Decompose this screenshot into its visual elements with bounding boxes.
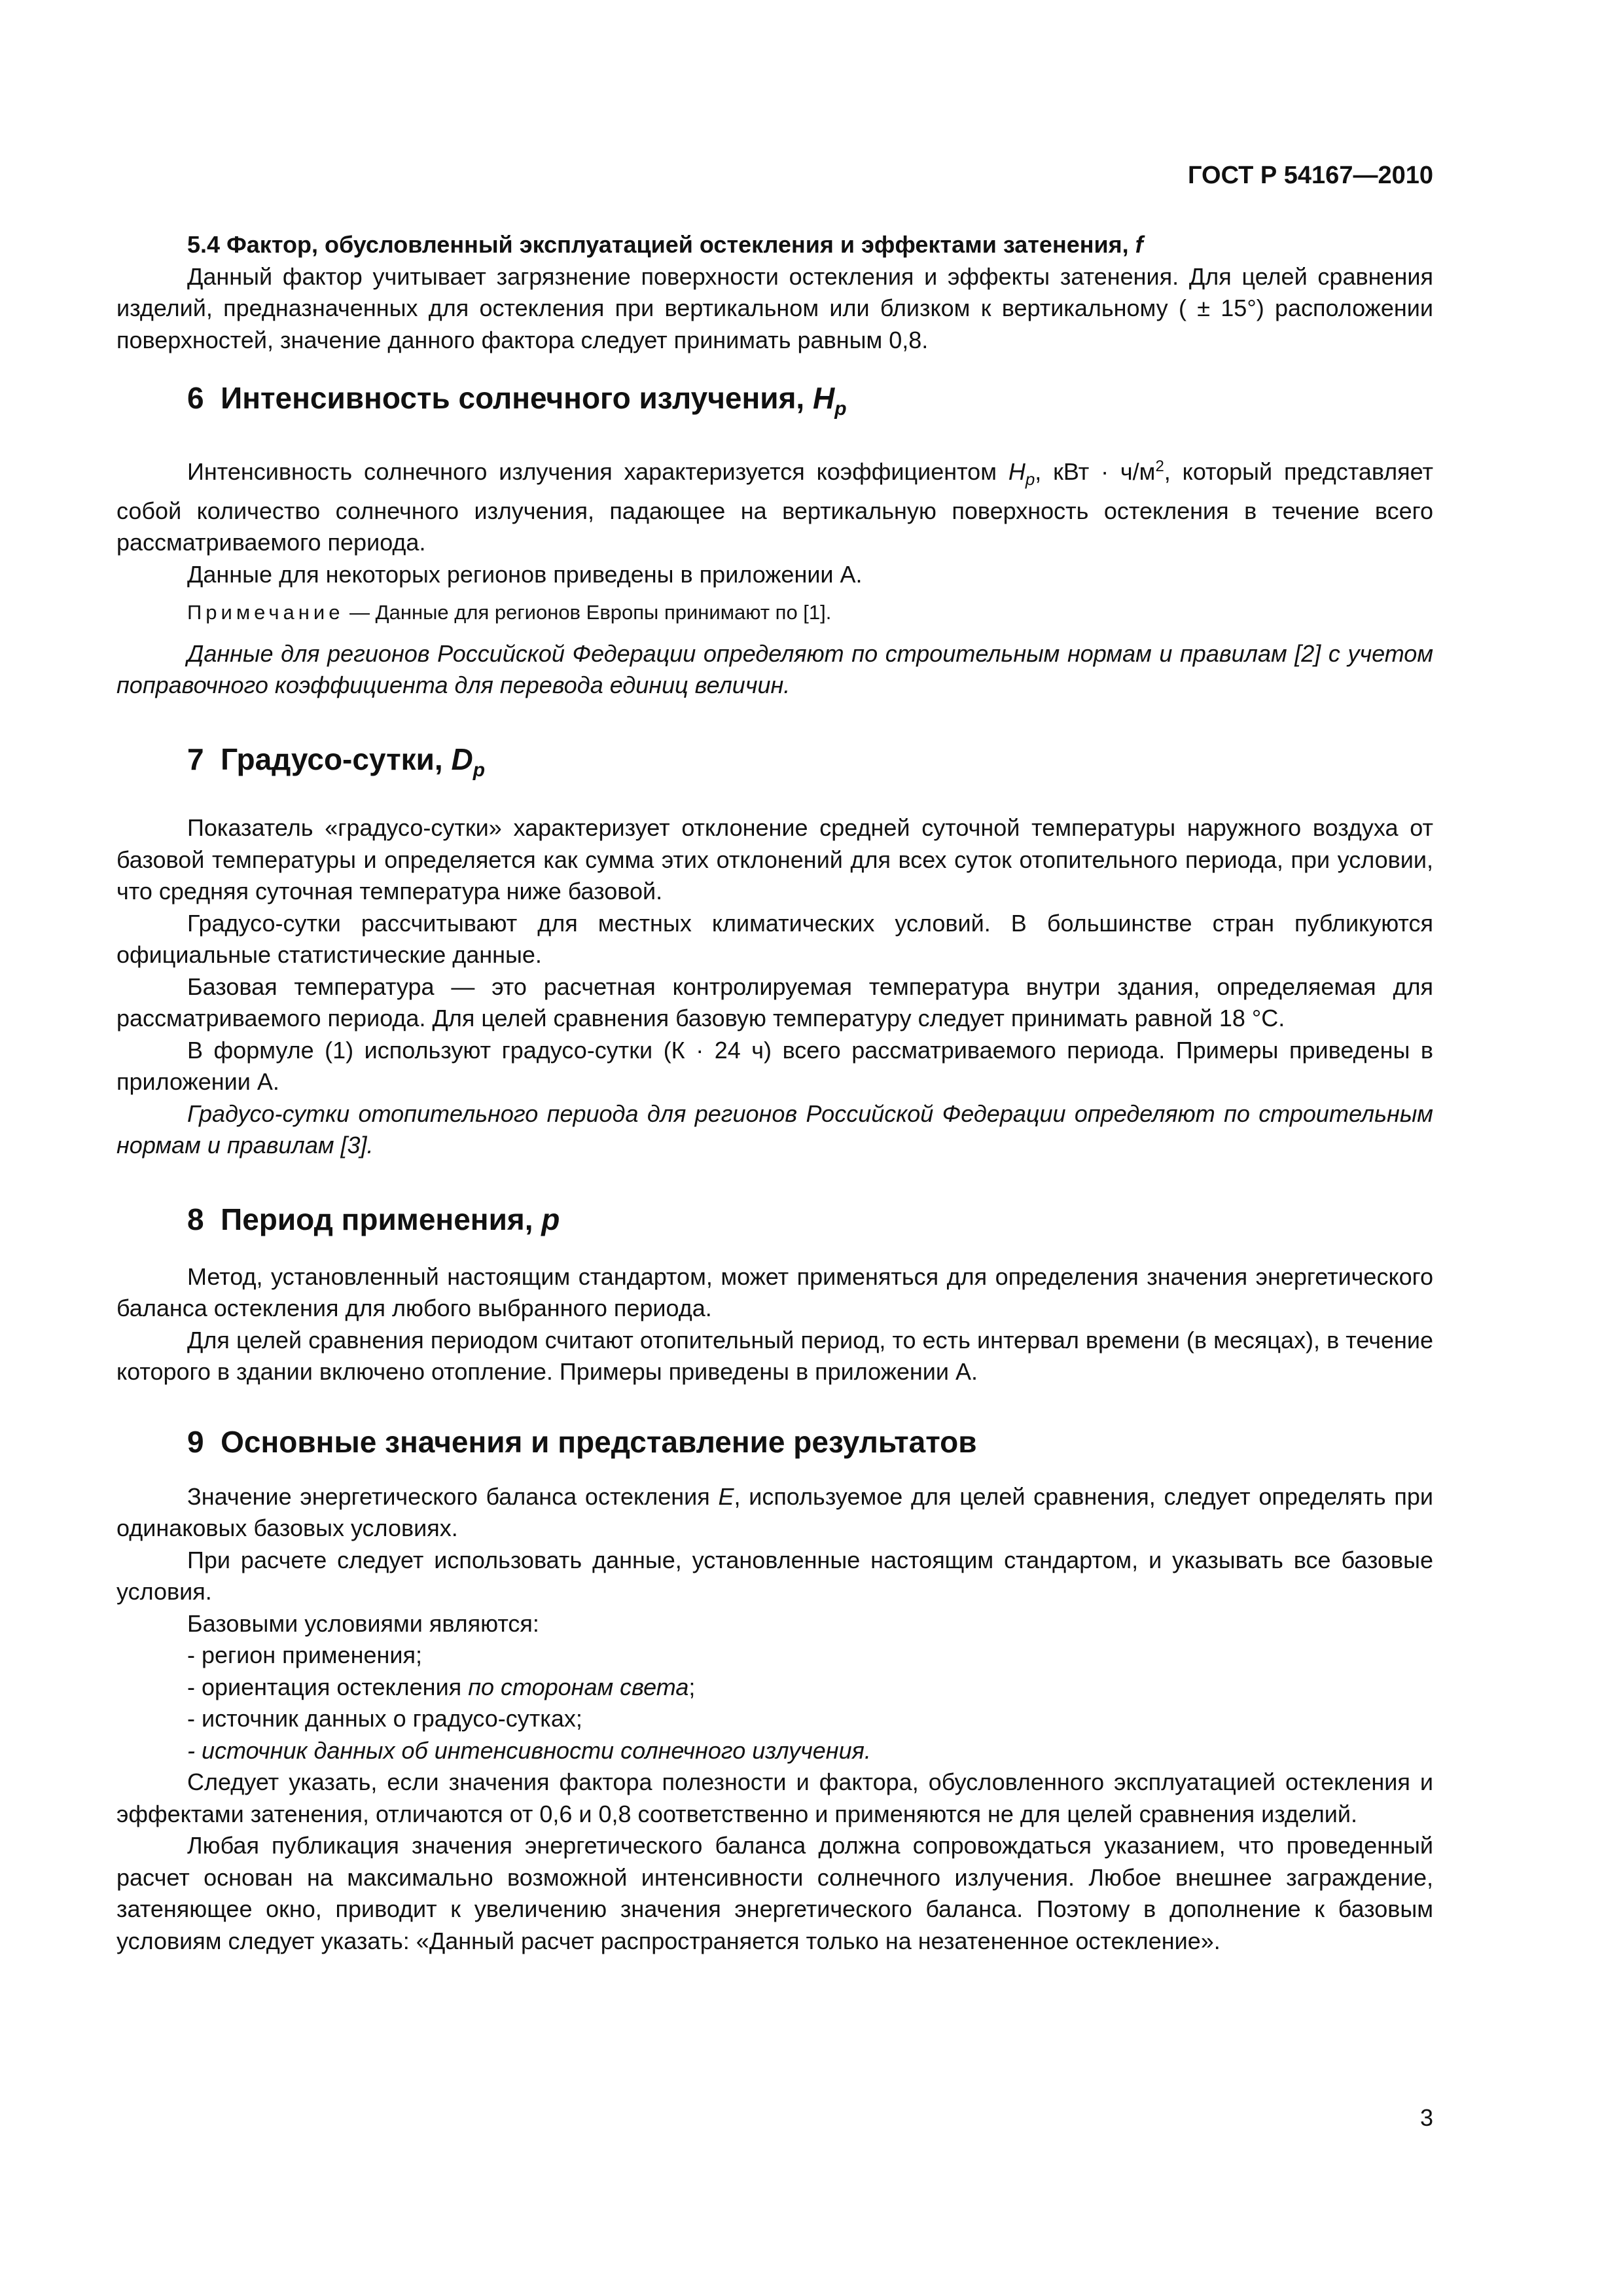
symbol-dp: $D_p$ xyxy=(451,742,486,781)
paragraph: Для целей сравнения периодом считают отопительный период, то есть интервал времени (в месяцах), в течение которого в здании включено отопление. Примеры приведены в приложении А. xyxy=(116,1326,1433,1386)
paragraph-italic: Данные для регионов Российской Федерации определяют по строительным нормам и правилам [2] с учетом поправочного коэффициента для перевода единиц величин. xyxy=(116,639,1433,699)
list-item: - источник данных о градусо-сутках; xyxy=(187,1705,582,1732)
section-title: Период применения, xyxy=(221,1202,533,1236)
paragraph: Показатель «градусо-сутки» характеризует отклонение средней суточной температуры наружного воздуха от базовой температуры и определяется как сумма этих отклонений для всех суток отопительного периода, при условии, что средняя суточная температура ниже базовой. xyxy=(116,814,1433,905)
symbol-e: E xyxy=(718,1482,734,1510)
list-item: - регион применения; xyxy=(187,1641,422,1669)
paragraph: Любая публикация значения энергетического баланса должна сопровождаться указанием, что проведенный расчет основан на максимально возможной интенсивности солнечного излучения. Любое внешнее заграждение, затеняющее окно, приводит к увеличению значения энергетического баланса. Поэтому в дополнение к базовым условиям следует указать: «Данный расчет распространяется только на незатененное остекление». xyxy=(116,1832,1433,1954)
section-heading-6 xyxy=(116,378,1433,429)
section-heading-8 xyxy=(116,1200,1433,1239)
section-number: 8 xyxy=(187,1202,204,1236)
section-number: 6 xyxy=(187,381,204,415)
list-item: - источник данных об интенсивности солнечного излучения. xyxy=(187,1736,871,1764)
document-code-header: ГОСТ Р 54167—2010 xyxy=(1188,162,1433,189)
paragraph: Градусо-сутки рассчитывают для местных климатических условий. В большинстве стран публикуются официальные статистические данные. xyxy=(116,909,1433,969)
section-title: Интенсивность солнечного излучения, xyxy=(221,381,805,415)
subsection-heading-5-4 xyxy=(116,229,1433,261)
paragraph: Базовыми условиями являются: xyxy=(187,1609,539,1637)
paragraph: Интенсивность солнечного излучения характеризуется коэффициентом $H_p$, кВт · $ч/м^2$, который представляет собой количество солнечного излучения, падающее на вертикальную поверхность остекления в течение всего рассматриваемого периода. xyxy=(116,457,1433,556)
paragraph: Следует указать, если значения фактора полезности и фактора, обусловленного эксплуатацией остекления и эффектами затенения, отличаются от 0,6 и 0,8 соответственно и применяются не для целей сравнения изделий. xyxy=(116,1768,1433,1827)
subsection-title: Фактор, обусловленный эксплуатацией остекления и эффектами затенения, xyxy=(226,231,1129,258)
symbol-hp-inline: $H_p$ xyxy=(1008,458,1035,490)
paragraph: В формуле (1) используют градусо-сутки (К · 24 ч) всего рассматриваемого периода. Примеры приведены в приложении А. xyxy=(116,1036,1433,1096)
symbol-p: p xyxy=(541,1202,560,1236)
section-title: Градусо-сутки, xyxy=(221,742,443,776)
paragraph: Данные для некоторых регионов приведены в приложении А. xyxy=(187,560,863,588)
section-title: Основные значения и представление результатов xyxy=(221,1424,977,1459)
document-body xyxy=(116,229,1433,1957)
section-number: 9 xyxy=(187,1424,204,1459)
paragraph: Базовая температура — это расчетная контролируемая температура внутри здания, определяемая для рассматриваемого периода. Для целей сравнения базовую температуру следует принимать равной 18 °С. xyxy=(116,973,1433,1032)
note-label: Примечание xyxy=(187,601,344,624)
note-text: — Данные для регионов Европы принимают по [1]. xyxy=(344,601,832,624)
section-heading-7 xyxy=(116,740,1433,790)
paragraph: Метод, установленный настоящим стандартом, может применяться для определения значения энергетического баланса остекления для любого выбранного периода. xyxy=(116,1263,1433,1322)
paragraph-italic: Градусо-сутки отопительного периода для регионов Российской Федерации определяют по строительным нормам и правилам [3]. xyxy=(116,1100,1433,1159)
section-heading-9 xyxy=(116,1422,1433,1462)
section-number: 7 xyxy=(187,742,204,776)
list-item: - ориентация остекления по сторонам света; xyxy=(187,1673,696,1700)
paragraph: Значение энергетического баланса остекления E, используемое для целей сравнения, следует определять при одинаковых базовых условиях. xyxy=(116,1482,1434,1542)
note xyxy=(116,597,1433,629)
paragraph: При расчете следует использовать данные, установленные настоящим стандартом, и указывать все базовые условия. xyxy=(116,1546,1433,1605)
symbol-hp: $H_p$ xyxy=(812,381,847,420)
symbol-f: f xyxy=(1135,231,1143,258)
subsection-number: 5.4 xyxy=(187,231,221,258)
page-number: 3 xyxy=(1419,2104,1433,2131)
paragraph: Данный фактор учитывает загрязнение поверхности остекления и эффекты затенения. Для целей сравнения изделий, предназначенных для остекления при вертикальном или близком к вертикальному ( ± 15°) расположении поверхностей, значение данного фактора следует принимать равным 0,8. xyxy=(116,262,1433,353)
